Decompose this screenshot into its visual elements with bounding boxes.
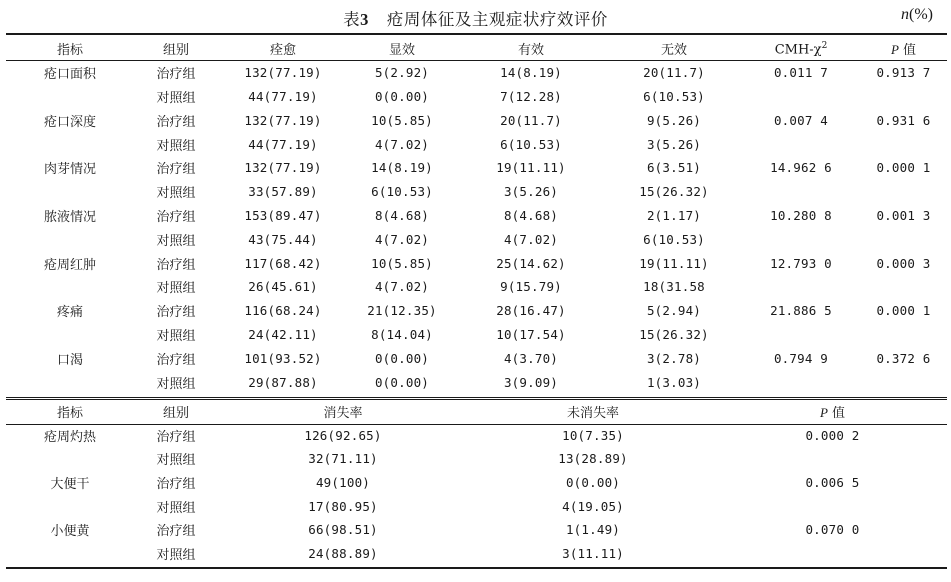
group-cell: 对照组	[156, 281, 196, 297]
indicator-cell	[6, 323, 134, 347]
invalid-cell: 9(5.26)	[646, 112, 702, 128]
group-cell: 对照组	[156, 453, 196, 469]
indicator-cell	[6, 85, 134, 109]
bottom-rule	[6, 567, 947, 569]
marked-cell: 10(5.85)	[371, 112, 433, 128]
header-not-disappear-rate: 未消失率	[566, 406, 619, 422]
invalid-cell: 2(1.17)	[646, 207, 702, 223]
table-row	[6, 180, 947, 204]
p-value-cell	[718, 447, 947, 471]
effective-cell: 8(4.68)	[503, 207, 559, 223]
p-value-cell: 0.070 0	[805, 522, 860, 538]
indicator-cell: 疮周灼热	[43, 429, 96, 445]
group-cell: 对照组	[156, 547, 196, 563]
effective-cell: 9(15.79)	[500, 279, 562, 295]
cmh-chi2-cell: 10.280 8	[770, 207, 832, 223]
table-title-text: 疮周体征及主观症状疗效评价	[386, 10, 608, 29]
indicator-cell: 小便黄	[50, 524, 90, 540]
not-disappear-rate-cell: 4(19.05)	[562, 498, 624, 514]
table-title-prefix: 表	[343, 10, 361, 29]
header-indicator: 指标	[56, 406, 83, 422]
cmh-chi2-cell: 21.886 5	[770, 303, 832, 319]
disappear-rate-cell: 17(80.95)	[308, 498, 378, 514]
effective-cell: 19(11.11)	[496, 160, 566, 176]
table-row	[6, 447, 947, 471]
cmh-chi2-cell	[742, 275, 860, 299]
marked-cell: 0(0.00)	[374, 350, 430, 366]
header-group: 组别	[162, 43, 189, 59]
disappear-rate-cell: 24(88.89)	[308, 545, 378, 561]
p-value-cell: 0.006 5	[805, 475, 860, 491]
cured-cell: 116(68.24)	[244, 303, 322, 319]
invalid-cell: 6(10.53)	[643, 231, 705, 247]
not-disappear-rate-cell: 13(28.89)	[558, 451, 628, 467]
indicator-cell: 肉芽情况	[43, 162, 96, 178]
effective-cell: 20(11.7)	[500, 112, 562, 128]
invalid-cell: 1(3.03)	[646, 374, 702, 390]
table-row	[6, 275, 947, 299]
group-cell: 对照组	[156, 328, 196, 344]
effective-cell: 10(17.54)	[496, 326, 566, 342]
header-cmh-sup: 2	[821, 40, 828, 51]
table-row	[6, 61, 947, 85]
marked-cell: 4(7.02)	[374, 279, 430, 295]
indicator-cell: 疼痛	[56, 305, 83, 321]
invalid-cell: 6(3.51)	[646, 160, 702, 176]
p-value-cell: 0.000 2	[805, 427, 860, 443]
cmh-chi2-cell: 0.007 4	[773, 112, 829, 128]
not-disappear-rate-cell: 3(11.11)	[562, 545, 624, 561]
p-value-cell	[860, 85, 947, 109]
group-cell: 对照组	[156, 233, 196, 249]
not-disappear-rate-cell: 10(7.35)	[562, 427, 624, 443]
p-value-cell	[718, 494, 947, 518]
marked-cell: 0(0.00)	[374, 374, 430, 390]
effective-cell: 4(7.02)	[503, 231, 559, 247]
table-row	[6, 370, 947, 394]
cmh-chi2-cell	[742, 323, 860, 347]
marked-cell: 21(12.35)	[367, 303, 437, 319]
disappearance-table	[6, 400, 947, 565]
cmh-chi2-cell	[742, 132, 860, 156]
header-p-var: P	[819, 405, 828, 421]
table-title	[0, 6, 951, 30]
group-cell: 对照组	[156, 186, 196, 202]
table-row	[6, 323, 947, 347]
group-cell: 治疗组	[156, 352, 196, 368]
effective-cell: 3(9.09)	[503, 374, 559, 390]
group-cell: 对照组	[156, 376, 196, 392]
cured-cell: 132(77.19)	[244, 160, 322, 176]
cmh-chi2-cell: 0.011 7	[773, 65, 829, 81]
header-p-var: P	[890, 42, 899, 58]
indicator-cell: 脓液情况	[43, 209, 96, 225]
group-cell: 治疗组	[156, 209, 196, 225]
unit-suffix: (%)	[909, 6, 933, 23]
p-value-cell: 0.000 3	[876, 255, 931, 271]
unit-variable: n	[901, 6, 910, 23]
marked-cell: 4(7.02)	[374, 231, 430, 247]
p-value-cell	[860, 132, 947, 156]
invalid-cell: 3(2.78)	[646, 350, 702, 366]
indicator-cell	[6, 542, 134, 566]
cured-cell: 153(89.47)	[244, 207, 322, 223]
cured-cell: 44(77.19)	[248, 136, 318, 152]
p-value-cell: 0.931 6	[876, 112, 931, 128]
indicator-cell	[6, 494, 134, 518]
invalid-cell: 15(26.32)	[639, 326, 709, 342]
header-cmh	[742, 37, 860, 61]
cured-cell: 29(87.88)	[248, 374, 318, 390]
indicator-cell	[6, 180, 134, 204]
invalid-cell: 6(10.53)	[643, 88, 705, 104]
group-cell: 治疗组	[156, 429, 196, 445]
section-rule-1	[6, 397, 947, 398]
table-row	[6, 299, 947, 323]
table-row	[6, 494, 947, 518]
invalid-cell: 5(2.94)	[646, 303, 702, 319]
p-value-cell	[718, 542, 947, 566]
p-value-cell	[860, 323, 947, 347]
table-number: 3	[360, 10, 369, 29]
table-row	[6, 156, 947, 180]
indicator-cell	[6, 275, 134, 299]
indicator-cell	[6, 132, 134, 156]
effective-cell: 28(16.47)	[496, 303, 566, 319]
cured-cell: 24(42.11)	[248, 326, 318, 342]
header-cured: 痊愈	[269, 43, 296, 59]
header-group: 组别	[162, 406, 189, 422]
marked-cell: 8(14.04)	[371, 326, 433, 342]
table-row	[6, 518, 947, 542]
disappear-rate-cell: 32(71.11)	[308, 451, 378, 467]
indicator-cell	[6, 227, 134, 251]
cmh-chi2-cell: 14.962 6	[770, 160, 832, 176]
p-value-cell: 0.000 1	[876, 160, 931, 176]
header-marked: 显效	[388, 43, 415, 59]
group-cell: 治疗组	[156, 162, 196, 178]
cured-cell: 43(75.44)	[248, 231, 318, 247]
indicator-cell: 口渴	[56, 352, 83, 368]
not-disappear-rate-cell: 0(0.00)	[565, 475, 621, 491]
cured-cell: 26(45.61)	[248, 279, 318, 295]
header-cmh-label: CMH-χ	[774, 42, 822, 58]
indicator-cell: 疮周红肿	[43, 257, 96, 273]
table-row	[6, 424, 947, 448]
p-value-cell: 0.372 6	[876, 350, 931, 366]
effective-cell: 7(12.28)	[500, 88, 562, 104]
invalid-cell: 15(26.32)	[639, 184, 709, 200]
effective-cell: 3(5.26)	[503, 184, 559, 200]
cmh-chi2-cell	[742, 85, 860, 109]
p-value-cell	[860, 275, 947, 299]
marked-cell: 14(8.19)	[371, 160, 433, 176]
table-header-row	[6, 400, 947, 424]
disappear-rate-cell: 66(98.51)	[308, 522, 378, 538]
header-indicator: 指标	[56, 43, 83, 59]
cmh-chi2-cell	[742, 180, 860, 204]
p-value-cell: 0.913 7	[876, 65, 931, 81]
cured-cell: 44(77.19)	[248, 88, 318, 104]
cured-cell: 132(77.19)	[244, 112, 322, 128]
group-cell: 治疗组	[156, 524, 196, 540]
cured-cell: 33(57.89)	[248, 184, 318, 200]
cured-cell: 117(68.42)	[244, 255, 322, 271]
group-cell: 对照组	[156, 90, 196, 106]
disappear-rate-cell: 49(100)	[315, 475, 371, 491]
p-value-cell	[860, 370, 947, 394]
marked-cell: 4(7.02)	[374, 136, 430, 152]
group-cell: 对照组	[156, 500, 196, 516]
not-disappear-rate-cell: 1(1.49)	[565, 522, 621, 538]
marked-cell: 8(4.68)	[374, 207, 430, 223]
indicator-cell	[6, 370, 134, 394]
table-row	[6, 132, 947, 156]
header-p	[718, 400, 947, 424]
table-header-row	[6, 37, 947, 61]
effective-cell: 6(10.53)	[500, 136, 562, 152]
effective-cell: 25(14.62)	[496, 255, 566, 271]
indicator-cell	[6, 447, 134, 471]
cmh-chi2-cell	[742, 227, 860, 251]
table-row	[6, 204, 947, 228]
effective-cell: 4(3.70)	[503, 350, 559, 366]
top-rule	[6, 33, 947, 35]
header-disappear-rate: 消失率	[323, 406, 363, 422]
header-invalid: 无效	[660, 43, 687, 59]
cured-cell: 132(77.19)	[244, 65, 322, 81]
group-cell: 对照组	[156, 138, 196, 154]
invalid-cell: 19(11.11)	[639, 255, 709, 271]
p-value-cell	[860, 180, 947, 204]
invalid-cell: 20(11.7)	[643, 65, 705, 81]
group-cell: 治疗组	[156, 477, 196, 493]
table-row	[6, 85, 947, 109]
cured-cell: 101(93.52)	[244, 350, 322, 366]
effective-cell: 14(8.19)	[500, 65, 562, 81]
group-cell: 治疗组	[156, 114, 196, 130]
table-row	[6, 542, 947, 566]
table-row	[6, 251, 947, 275]
cmh-chi2-cell: 12.793 0	[770, 255, 832, 271]
marked-cell: 0(0.00)	[374, 88, 430, 104]
cmh-chi2-cell	[742, 370, 860, 394]
indicator-cell: 疮口深度	[43, 114, 96, 130]
header-p-rest: 值	[827, 406, 846, 422]
indicator-cell: 疮口面积	[43, 67, 96, 83]
unit-label	[901, 6, 933, 24]
header-p-rest: 值	[898, 43, 917, 59]
cmh-chi2-cell: 0.794 9	[773, 350, 829, 366]
disappear-rate-cell: 126(92.65)	[304, 427, 382, 443]
header-effective: 有效	[517, 43, 544, 59]
marked-cell: 6(10.53)	[371, 184, 433, 200]
marked-cell: 10(5.85)	[371, 255, 433, 271]
table-row	[6, 108, 947, 132]
efficacy-table	[6, 37, 947, 394]
indicator-cell: 大便干	[50, 477, 90, 493]
marked-cell: 5(2.92)	[374, 65, 430, 81]
table-row	[6, 471, 947, 495]
header-p	[860, 37, 947, 61]
table-row	[6, 346, 947, 370]
group-cell: 治疗组	[156, 305, 196, 321]
invalid-cell: 3(5.26)	[646, 136, 702, 152]
p-value-cell: 0.001 3	[876, 207, 931, 223]
group-cell: 治疗组	[156, 67, 196, 83]
invalid-cell: 18(31.58	[643, 279, 705, 295]
p-value-cell	[860, 227, 947, 251]
group-cell: 治疗组	[156, 257, 196, 273]
table-row	[6, 227, 947, 251]
p-value-cell: 0.000 1	[876, 303, 931, 319]
